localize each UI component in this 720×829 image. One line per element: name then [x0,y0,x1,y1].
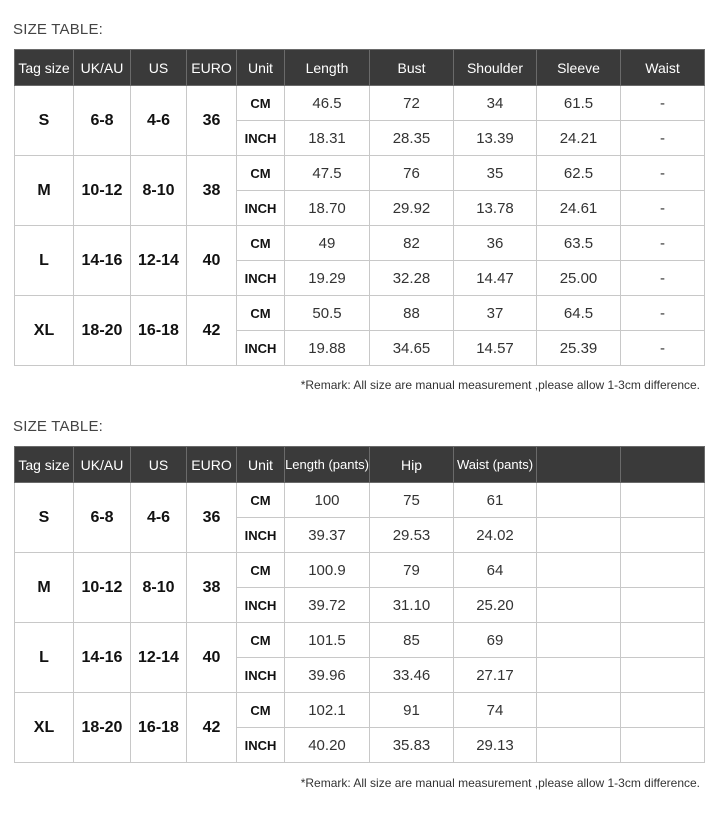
bust-cell: 72 [370,86,454,121]
header-cell: Tag size [15,50,74,86]
length-pants-cell: 40.20 [285,728,370,763]
hip-cell: 29.53 [370,518,454,553]
header-cell: Length [285,50,370,86]
euro-cell: 42 [187,296,237,366]
unit-cell: INCH [237,261,285,296]
empty-cell [621,553,705,588]
shoulder-cell: 13.78 [454,191,537,226]
unit-cell: CM [237,483,285,518]
unit-cell: CM [237,623,285,658]
waist-cell: - [621,296,705,331]
waist-pants-cell: 29.13 [454,728,537,763]
empty-cell [621,728,705,763]
header-cell: Unit [237,50,285,86]
table-row [15,156,705,191]
shoulder-cell: 13.39 [454,121,537,156]
sleeve-cell: 24.61 [537,191,621,226]
length-pants-cell: 100.9 [285,553,370,588]
bust-cell: 82 [370,226,454,261]
waist-cell: - [621,86,705,121]
remark-note: *Remark: All size are manual measurement ,please allow 1-3cm difference. [300,776,700,790]
euro-cell: 40 [187,226,237,296]
hip-cell: 75 [370,483,454,518]
table-row [15,553,705,588]
empty-cell [621,623,705,658]
sleeve-cell: 24.21 [537,121,621,156]
empty-cell [537,553,621,588]
waist-pants-cell: 27.17 [454,658,537,693]
waist-cell: - [621,226,705,261]
length-pants-cell: 101.5 [285,623,370,658]
empty-cell [621,518,705,553]
header-cell: UK/AU [74,50,131,86]
table-row [15,623,705,658]
sleeve-cell: 63.5 [537,226,621,261]
unit-cell: INCH [237,191,285,226]
hip-cell: 79 [370,553,454,588]
empty-cell [537,693,621,728]
header-cell: Waist (pants) [454,447,537,483]
length-pants-cell: 39.37 [285,518,370,553]
length-cell: 18.31 [285,121,370,156]
header-cell: US [131,447,187,483]
bust-cell: 29.92 [370,191,454,226]
empty-cell [621,658,705,693]
bust-cell: 76 [370,156,454,191]
unit-cell: CM [237,693,285,728]
uk-au-cell: 14-16 [74,623,131,693]
hip-cell: 31.10 [370,588,454,623]
size-table-title: SIZE TABLE: [13,418,104,435]
tag-size-cell: XL [15,296,74,366]
unit-cell: CM [237,553,285,588]
length-pants-cell: 39.96 [285,658,370,693]
uk-au-cell: 18-20 [74,296,131,366]
unit-cell: CM [237,296,285,331]
euro-cell: 36 [187,86,237,156]
shoulder-cell: 14.47 [454,261,537,296]
shoulder-cell: 14.57 [454,331,537,366]
header-cell: Unit [237,447,285,483]
header-row [15,447,705,483]
tag-size-cell: L [15,226,74,296]
hip-cell: 33.46 [370,658,454,693]
unit-cell: INCH [237,121,285,156]
empty-cell [537,518,621,553]
uk-au-cell: 14-16 [74,226,131,296]
size-table [14,446,705,763]
hip-cell: 35.83 [370,728,454,763]
shoulder-cell: 35 [454,156,537,191]
empty-cell [621,693,705,728]
sleeve-cell: 25.39 [537,331,621,366]
header-cell: Waist [621,50,705,86]
euro-cell: 38 [187,553,237,623]
table-row [15,86,705,121]
length-cell: 49 [285,226,370,261]
length-pants-cell: 100 [285,483,370,518]
shoulder-cell: 36 [454,226,537,261]
uk-au-cell: 6-8 [74,483,131,553]
us-cell: 16-18 [131,693,187,763]
header-cell: Bust [370,50,454,86]
tag-size-cell: M [15,156,74,226]
empty-cell [537,483,621,518]
table-row [15,296,705,331]
header-cell: Hip [370,447,454,483]
size-table-title: SIZE TABLE: [13,21,104,38]
header-cell: Length (pants) [285,447,370,483]
waist-pants-cell: 25.20 [454,588,537,623]
waist-pants-cell: 74 [454,693,537,728]
sleeve-cell: 64.5 [537,296,621,331]
waist-cell: - [621,261,705,296]
length-cell: 47.5 [285,156,370,191]
length-cell: 19.88 [285,331,370,366]
tag-size-cell: M [15,553,74,623]
header-cell: Tag size [15,447,74,483]
us-cell: 8-10 [131,553,187,623]
header-cell: US [131,50,187,86]
hip-cell: 91 [370,693,454,728]
euro-cell: 42 [187,693,237,763]
unit-cell: CM [237,156,285,191]
length-cell: 50.5 [285,296,370,331]
us-cell: 4-6 [131,86,187,156]
empty-cell [537,728,621,763]
unit-cell: INCH [237,518,285,553]
sleeve-cell: 25.00 [537,261,621,296]
tag-size-cell: S [15,86,74,156]
bust-cell: 28.35 [370,121,454,156]
header-cell: Sleeve [537,50,621,86]
bust-cell: 88 [370,296,454,331]
us-cell: 16-18 [131,296,187,366]
waist-pants-cell: 64 [454,553,537,588]
table-row [15,693,705,728]
unit-cell: INCH [237,658,285,693]
euro-cell: 40 [187,623,237,693]
tag-size-cell: XL [15,693,74,763]
length-pants-cell: 102.1 [285,693,370,728]
header-cell: EURO [187,447,237,483]
waist-cell: - [621,156,705,191]
waist-cell: - [621,121,705,156]
bust-cell: 32.28 [370,261,454,296]
uk-au-cell: 10-12 [74,553,131,623]
unit-cell: INCH [237,588,285,623]
unit-cell: INCH [237,331,285,366]
us-cell: 12-14 [131,226,187,296]
us-cell: 12-14 [131,623,187,693]
header-cell [537,447,621,483]
empty-cell [537,623,621,658]
waist-pants-cell: 24.02 [454,518,537,553]
euro-cell: 38 [187,156,237,226]
length-cell: 18.70 [285,191,370,226]
table-row [15,483,705,518]
length-cell: 19.29 [285,261,370,296]
empty-cell [621,588,705,623]
unit-cell: CM [237,226,285,261]
sleeve-cell: 62.5 [537,156,621,191]
waist-cell: - [621,331,705,366]
shoulder-cell: 37 [454,296,537,331]
empty-cell [537,588,621,623]
sleeve-cell: 61.5 [537,86,621,121]
header-cell: EURO [187,50,237,86]
waist-pants-cell: 69 [454,623,537,658]
header-row [15,50,705,86]
size-table [14,49,705,366]
unit-cell: CM [237,86,285,121]
unit-cell: INCH [237,728,285,763]
us-cell: 4-6 [131,483,187,553]
tag-size-cell: L [15,623,74,693]
shoulder-cell: 34 [454,86,537,121]
length-pants-cell: 39.72 [285,588,370,623]
header-cell: Shoulder [454,50,537,86]
tag-size-cell: S [15,483,74,553]
uk-au-cell: 18-20 [74,693,131,763]
table-row [15,226,705,261]
bust-cell: 34.65 [370,331,454,366]
empty-cell [537,658,621,693]
header-cell: UK/AU [74,447,131,483]
waist-pants-cell: 61 [454,483,537,518]
waist-cell: - [621,191,705,226]
euro-cell: 36 [187,483,237,553]
uk-au-cell: 6-8 [74,86,131,156]
us-cell: 8-10 [131,156,187,226]
hip-cell: 85 [370,623,454,658]
remark-note: *Remark: All size are manual measurement ,please allow 1-3cm difference. [300,378,700,392]
header-cell [621,447,705,483]
uk-au-cell: 10-12 [74,156,131,226]
length-cell: 46.5 [285,86,370,121]
empty-cell [621,483,705,518]
